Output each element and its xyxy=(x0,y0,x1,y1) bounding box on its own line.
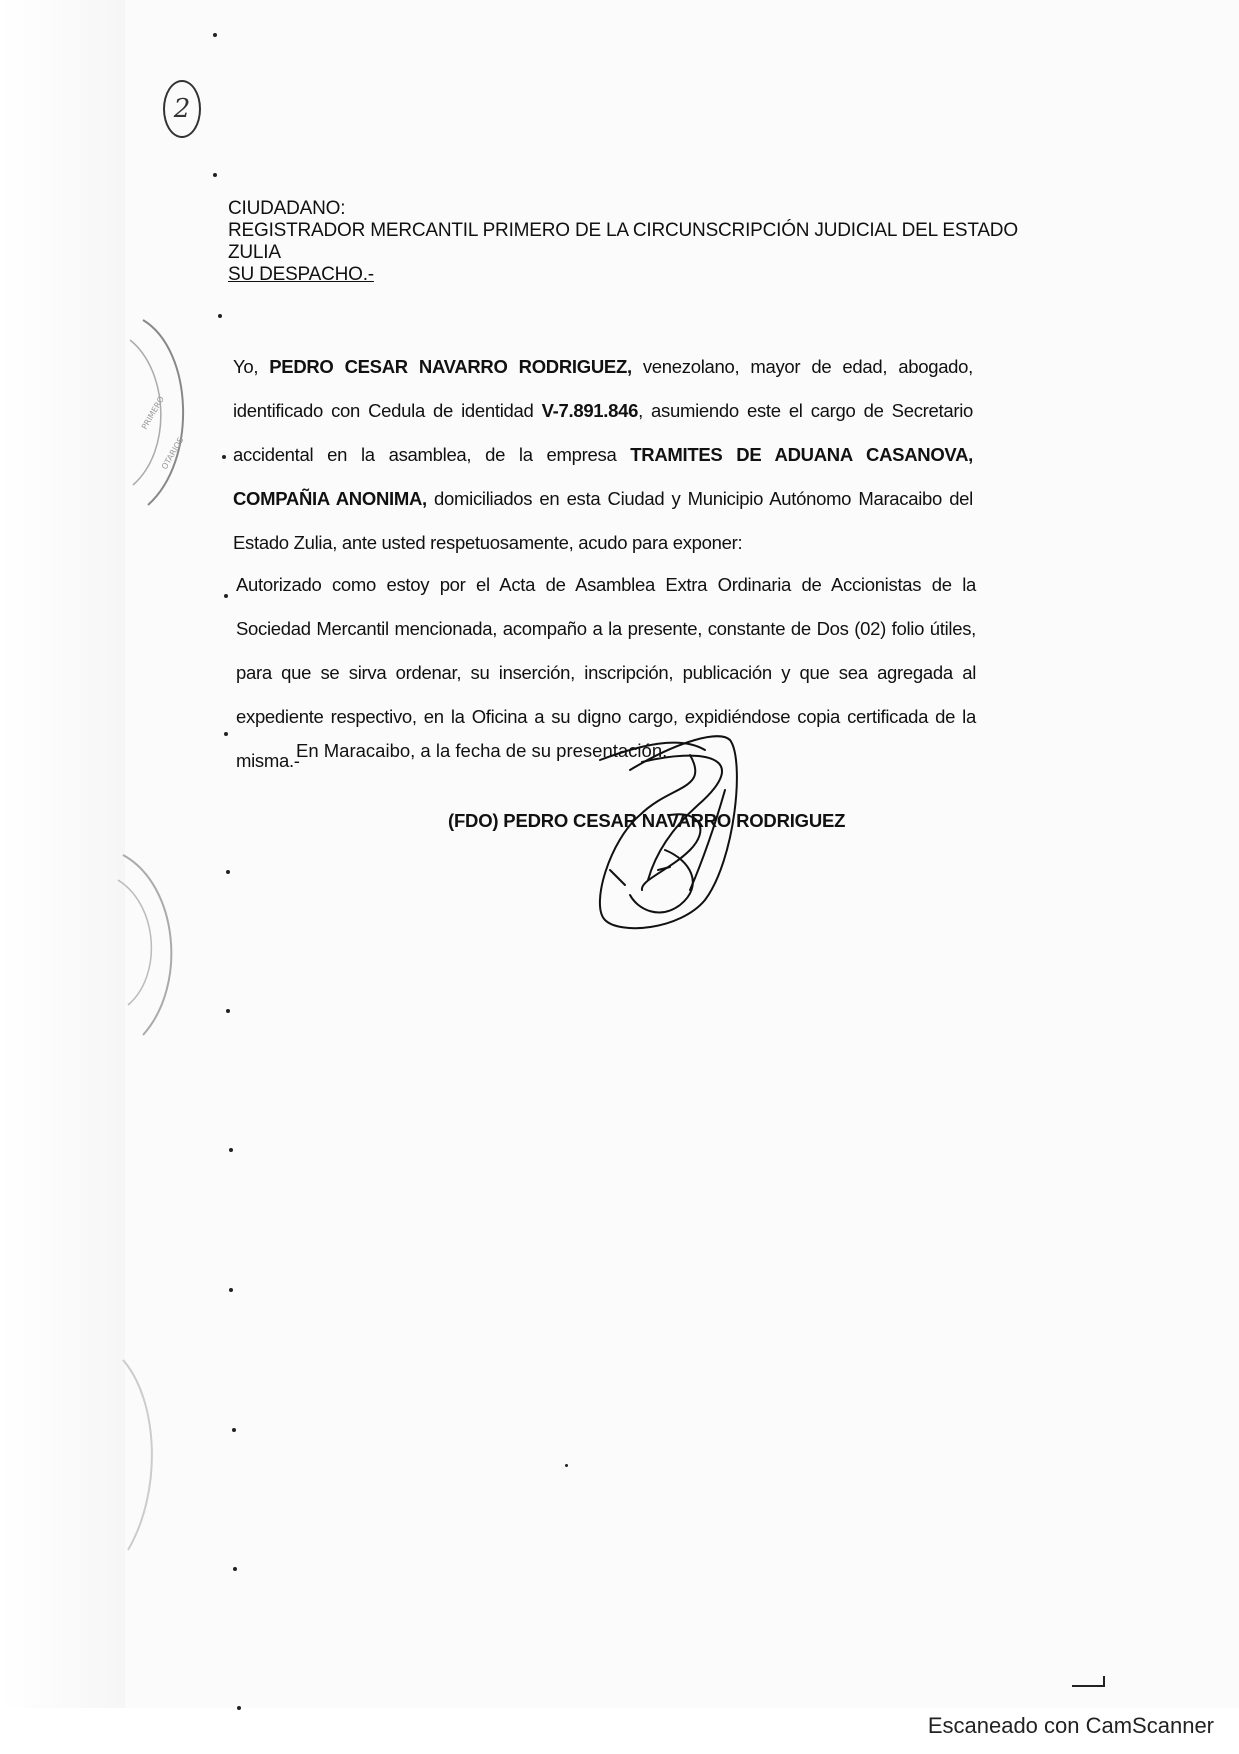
addressee-title: CIUDADANO: xyxy=(228,198,346,219)
scan-dot xyxy=(232,1428,236,1432)
scan-dot xyxy=(229,1148,233,1152)
addressee-block xyxy=(228,198,1018,286)
svg-text:PRIMERO: PRIMERO xyxy=(139,394,167,431)
intro-paragraph xyxy=(233,345,973,565)
scan-dot xyxy=(229,1288,233,1292)
addressee-office: REGISTRADOR MERCANTIL PRIMERO DE LA CIRCUNSCRIPCIÓN JUDICIAL DEL ESTADO xyxy=(228,220,1018,241)
scan-dot xyxy=(213,33,217,37)
stamp-remnant-top xyxy=(118,320,198,520)
camscanner-footer: Escaneado con CamScanner xyxy=(927,1713,1214,1738)
scan-dot xyxy=(226,870,230,874)
id-number: V-7.891.846 xyxy=(541,400,639,421)
scan-dot xyxy=(222,455,226,459)
scan-dot xyxy=(233,1567,237,1571)
scan-dot xyxy=(224,732,228,736)
intro-text-2: venezolano, mayor de edad, abogado, identificado con Cedula de identidad xyxy=(233,356,973,421)
signer-name: (FDO) PEDRO CESAR NAVARRO RODRIGUEZ xyxy=(448,810,846,831)
scan-dot xyxy=(224,594,228,598)
scan-dot xyxy=(565,1464,568,1467)
page-number: 2 xyxy=(173,94,191,124)
corner-mark xyxy=(1070,1672,1110,1692)
intro-text-3: , asumiendo este el cargo de Secretario accidental en la asamblea, de la empresa xyxy=(233,400,973,465)
company-name: TRAMITES DE ADUANA CASANOVA, COMPAÑIA ANONIMA, xyxy=(233,444,973,509)
scan-dot xyxy=(213,173,217,177)
addressee-despacho: SU DESPACHO.- xyxy=(228,264,374,285)
body-paragraph: Autorizado como estoy por el Acta de Asamblea Extra Ordinaria de Accionistas de la Sociedad Mercantil mencionada, acompaño a la presente, constante de Dos (02) folio útiles, para que se sirva ordenar, su inserción, inscripción, publicación y que sea agregada al expediente respectivo, en la Oficina a su digno cargo, expidiéndose copia certificada de la misma.- xyxy=(236,574,976,771)
scan-dot xyxy=(218,314,222,318)
handwritten-signature xyxy=(530,720,830,960)
page-number-circle xyxy=(163,80,201,138)
stamp-remnant-middle xyxy=(118,855,198,1055)
date-line: En Maracaibo, a la fecha de su presentación. xyxy=(296,740,668,761)
scan-dot xyxy=(226,1009,230,1013)
intro-text-1: Yo, xyxy=(233,356,270,377)
scan-margin xyxy=(0,0,125,1708)
svg-text:OTARIOS: OTARIOS xyxy=(159,435,186,471)
addressee-state: ZULIA xyxy=(228,242,281,263)
scan-dot xyxy=(237,1706,241,1710)
stamp-remnant-bottom xyxy=(118,1360,178,1560)
intro-text-4: domiciliados en esta Ciudad y Municipio Autónomo Maracaibo del Estado Zulia, ante usted respetuosamente, acudo para exponer: xyxy=(233,488,973,553)
declarant-name: PEDRO CESAR NAVARRO RODRIGUEZ, xyxy=(269,356,632,377)
